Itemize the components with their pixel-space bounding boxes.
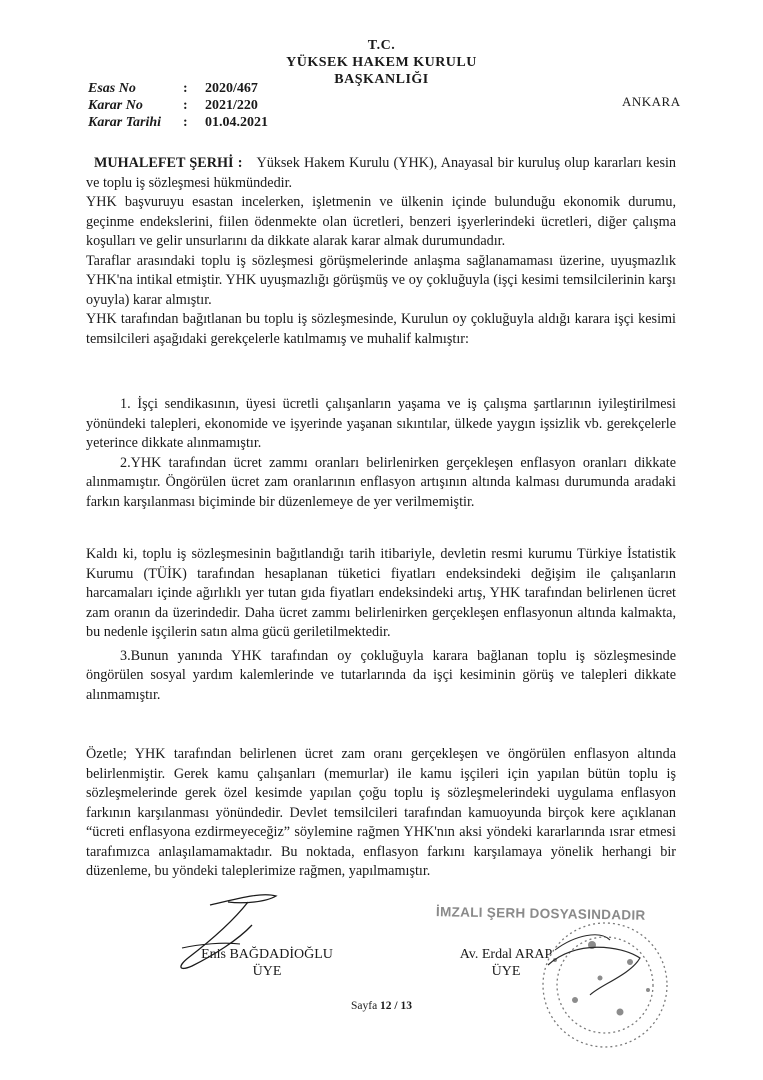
karar-label: Karar No (88, 98, 143, 113)
page-current: 12 (380, 1000, 392, 1012)
paragraph-5: Kaldı ki, toplu iş sözleşmesinin bağıtlandığı tarih itibariyle, devletin resmi kurumu Türkiye İstatistik Kurumu (TÜİK) tarafından hesaplanan tüketici fiyatları endeksindeki değişim ile çalışanların harcamaları içinde ağırlıklı yer tutan gıda fiyatları endeksindeki artış, YHK tarafından belirlenen ücret zam oranın da üzerindedir. Daha ücret zammı belirlenirken gerçekleşen enflasyonun altında kalmakta, bu nedenle işçilerin satın alma gücü geriletilmektedir. (86, 546, 676, 640)
right-signatory-title: ÜYE (491, 964, 521, 979)
tarih-value: 01.04.2021 (205, 115, 268, 130)
signature-right (446, 946, 566, 980)
left-signatory-name: Enis BAĞDADİOĞLU (201, 947, 333, 962)
place-label: ANKARA (622, 94, 681, 109)
signature-on-file-stamp: İMZALI ŞERH DOSYASINDADIR (435, 904, 646, 923)
right-signatory-name: Av. Erdal ARAP (459, 947, 553, 962)
page-label: Sayfa (350, 1000, 378, 1012)
esas-value: 2020/467 (205, 81, 258, 96)
tarih-sep: : (183, 115, 188, 130)
page-number (0, 1000, 763, 1012)
left-signatory-title: ÜYE (252, 964, 282, 979)
karar-value: 2021/220 (205, 98, 258, 113)
page-total: 13 (400, 1000, 412, 1012)
signature-left (182, 946, 352, 980)
header-tc: T.C. (367, 38, 396, 53)
paragraph-2: YHK başvuruyu esastan incelerken, işletmenin ve ülkenin içinde bulunduğu ekonomik durumu, geçinme endekslerini, fiilen ödenmekte olan ücretleri, benzeri işyerlerindeki ücretleri, diğer çalışma koşulları ve gelir unsurlarını da dikkate alarak karar almak durumundadır. (86, 194, 676, 249)
dissent-heading: MUHALEFET ŞERHİ : (94, 155, 243, 171)
header-presidency: BAŞKANLIĞI (334, 72, 429, 87)
karar-sep: : (183, 98, 188, 113)
item-2: 2.YHK tarafından ücret zammı oranları belirlenirken gerçekleşen enflasyon oranları dikkate alınmamıştır. Öngörülen ücret zam oranlarının enflasyon artışının altında kalması durumunda aradaki farkın karşılanması biçiminde bir düzenlemeye de yer verilmemiştir. (86, 454, 676, 510)
paragraph-1: Yüksek Hakem Kurulu (YHK), Anayasal bir kuruluş olup kararları kesin ve toplu iş sözleşmesi hükmündedir. (86, 155, 676, 191)
tarih-label: Karar Tarihi (88, 115, 162, 130)
esas-sep: : (183, 81, 188, 96)
item-3: 3.Bunun yanında YHK tarafından oy çokluğuyla karara bağlanan toplu iş sözleşmesinde öngörülen sosyal yardım kalemlerinde ve tutarlarında da işçi kesiminin görüş ve talepleri dikkate alınmamıştır. (86, 647, 676, 703)
page-separator: / (394, 1000, 398, 1012)
paragraph-4: YHK tarafından bağıtlanan bu toplu iş sözleşmesinde, Kurulun oy çokluğuyla aldığı karara işçi kesimi temsilcileri aşağıdaki gerekçelerle katılmamış ve muhalif kalmıştır: (86, 311, 676, 347)
paragraph-6: Özetle; YHK tarafından belirlenen ücret zam oranı gerçekleşen ve öngörülen enflasyon altında belirlenmiştir. Gerek kamu çalışanları (memurlar) ile kamu işçileri için yapılan bütün toplu iş sözleşmelerinde gerek özel kesimde yapılan çoğu toplu iş sözleşmelerindeki uygulama enflasyon farkının karşılanması yönündedir. Devlet temsilcileri tarafından kamuoyunda birçok kere açıklanan “ücreti enflasyona ezdirmeyeceğiz” söylemine rağmen YHK'nın aksi yöndeki kararlarında ısrar etmesi tarafımızca anlaşılamamaktadır. Bu noktada, enflasyon farkını karşılamaya yönelik herhangi bir düzenleme, bu yöndeki taleplerimize rağmen, yapılmamıştır. (86, 746, 676, 879)
esas-label: Esas No (88, 81, 136, 96)
item-1: 1. İşçi sendikasının, üyesi ücretli çalışanların yaşama ve iş çalışma şartlarının iyileştirilmesi yönündeki talepleri, ekonomide ve işyerinde yaşanan sıkıntılar, ülkede yaygın işsizlik vb. gerekçelerle yeterince dikkate alınmamıştır. (86, 396, 676, 451)
header-institution: YÜKSEK HAKEM KURULU (286, 55, 477, 70)
paragraph-3: Taraflar arasındaki toplu iş sözleşmesi görüşmelerinde anlaşma sağlanamaması üzerine, uyuşmazlık YHK'na intikal etmiştir. YHK uyuşmazlığı görüşmüş ve oy çokluğuyla (işçi kesimi temsilcilerinin karşı oyuyla) karar almıştır. (86, 252, 676, 308)
